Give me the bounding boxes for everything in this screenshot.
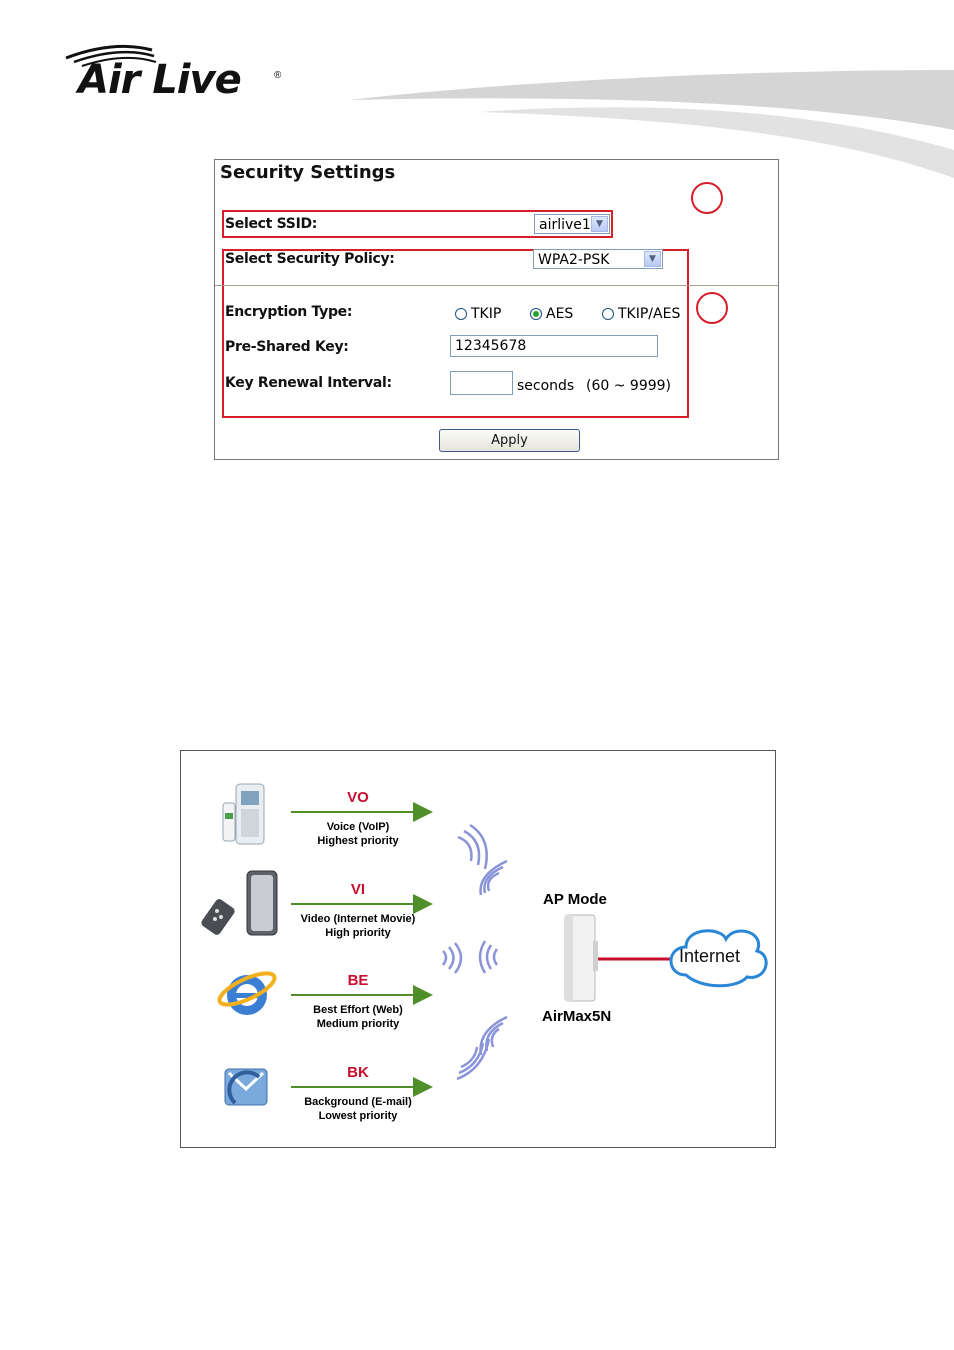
policy-select[interactable]	[533, 249, 663, 269]
category-description	[283, 1095, 433, 1123]
radio-option-tkip-aes[interactable]	[602, 306, 680, 322]
apply-button[interactable]: Apply	[439, 429, 580, 452]
radio-button[interactable]	[602, 308, 614, 320]
policy-select-value: WPA2-PSK	[538, 252, 610, 268]
category-desc-line1: Voice (VoIP)	[326, 821, 390, 833]
priority-arrows	[291, 812, 431, 1087]
header-wave-graphic	[0, 0, 954, 180]
radio-label: TKIP	[471, 306, 502, 322]
category-code: BE	[347, 972, 369, 989]
category-desc-line2: Lowest priority	[318, 1110, 398, 1122]
section-divider	[215, 285, 778, 286]
ssid-label: Select SSID:	[225, 216, 318, 232]
radio-option-aes[interactable]	[530, 306, 573, 322]
logo-text: Air Live	[78, 57, 241, 103]
category-description	[283, 820, 433, 848]
chevron-down-icon: ▼	[644, 251, 661, 267]
media-player-icon	[200, 871, 277, 936]
logo-registered-mark: ®	[274, 70, 282, 81]
radio-label: AES	[546, 306, 574, 322]
callout-marker-1	[691, 182, 723, 214]
ssid-select[interactable]	[534, 214, 610, 234]
panel-title: Security Settings	[220, 162, 396, 183]
category-desc-line2: Highest priority	[317, 835, 399, 847]
renewal-label: Key Renewal Interval:	[225, 375, 392, 391]
category-code: VI	[350, 881, 366, 898]
radio-button-selected[interactable]	[530, 308, 542, 320]
phone-icon	[223, 784, 264, 844]
device-label: AirMax5N	[542, 1008, 612, 1025]
category-vi	[283, 881, 433, 940]
radio-option-tkip[interactable]	[455, 306, 501, 322]
callout-marker-2	[696, 292, 728, 324]
renewal-range: (60 ~ 9999)	[586, 378, 671, 394]
category-be	[283, 972, 433, 1031]
category-desc-line2: High priority	[325, 927, 391, 939]
radio-label: TKIP/AES	[618, 306, 681, 322]
encryption-label: Encryption Type:	[225, 304, 353, 320]
category-desc-line1: Video (Internet Movie)	[300, 913, 416, 925]
ap-mode-label: AP Mode	[543, 891, 607, 908]
email-icon	[225, 1069, 267, 1105]
chevron-down-icon: ▼	[591, 216, 608, 232]
policy-label: Select Security Policy:	[225, 251, 395, 267]
category-code: BK	[347, 1064, 369, 1081]
category-desc-line1: Background (E-mail)	[304, 1096, 412, 1108]
category-description	[283, 1003, 433, 1031]
ssid-select-value: airlive1	[539, 217, 591, 233]
renewal-unit: seconds	[517, 378, 575, 394]
category-vo	[283, 789, 433, 848]
category-bk	[283, 1064, 433, 1123]
psk-label: Pre-Shared Key:	[225, 339, 349, 355]
qos-diagram	[180, 750, 776, 1148]
security-settings-panel	[214, 159, 779, 460]
wireless-wave-icon	[443, 825, 507, 1079]
renewal-input[interactable]	[450, 371, 513, 395]
category-code: VO	[347, 789, 369, 806]
internet-label: Internet	[679, 946, 741, 966]
radio-button[interactable]	[455, 308, 467, 320]
psk-input[interactable]: 12345678	[450, 335, 658, 357]
browser-icon	[216, 967, 279, 1015]
category-description	[283, 912, 433, 940]
category-desc-line2: Medium priority	[316, 1018, 400, 1030]
category-desc-line1: Best Effort (Web)	[313, 1004, 403, 1016]
ap-device-icon	[565, 915, 598, 1001]
